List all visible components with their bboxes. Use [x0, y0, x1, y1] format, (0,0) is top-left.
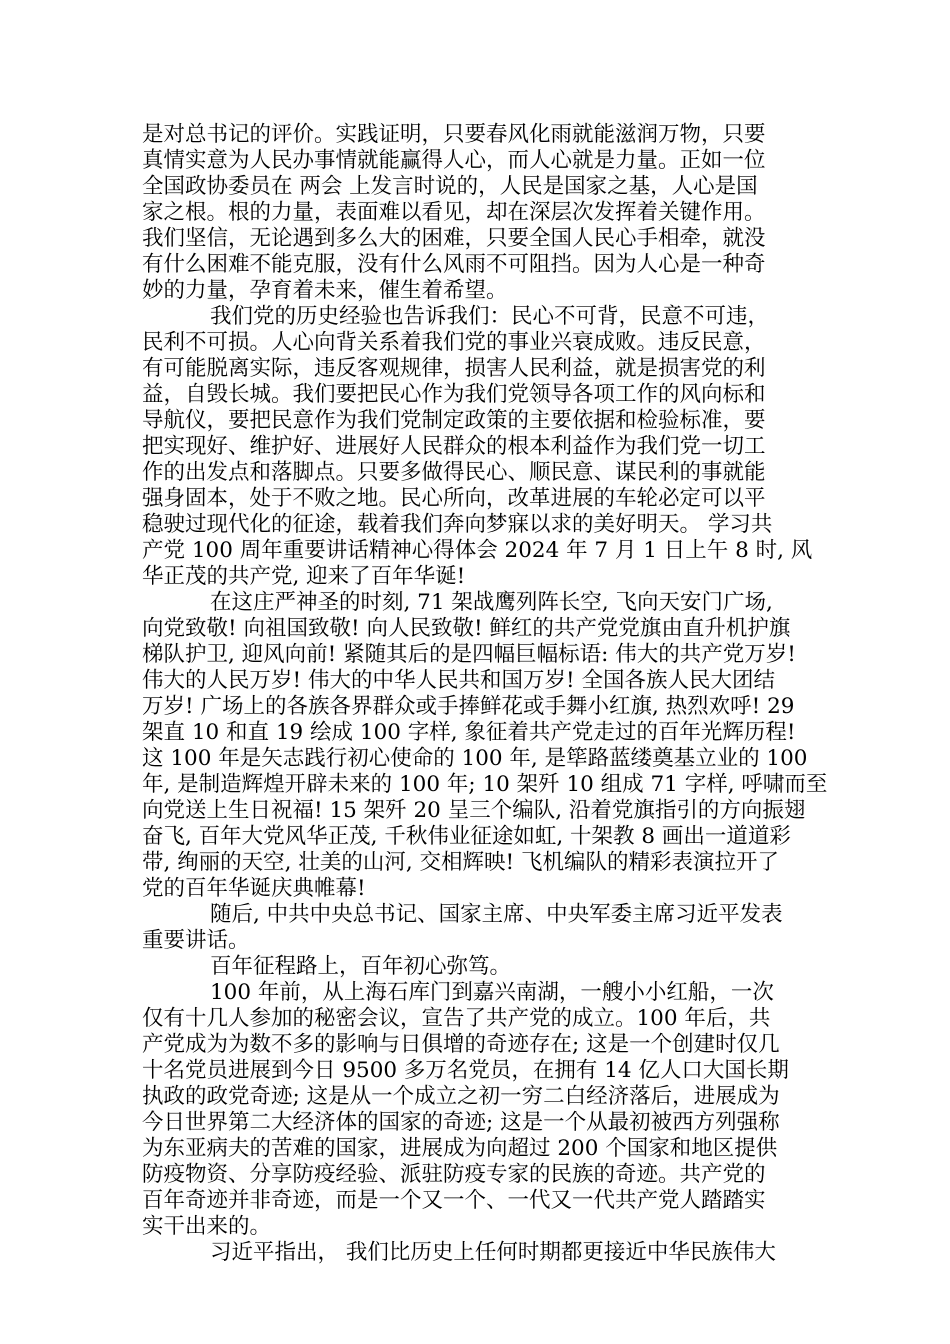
- text-line: 是对总书记的评价。实践证明，只要春风化雨就能滋润万物，只要: [142, 122, 766, 147]
- paragraph-p7: [142, 1240, 812, 1266]
- text-line: 民利不可损。人心向背关系着我们党的事业兴衰成败。违反民意，: [142, 330, 766, 355]
- text-line: 执政的政党奇迹; 这是从一个成立之初一穷二白经济落后，进展成为: [142, 1084, 780, 1109]
- paragraph-p1: [142, 122, 812, 304]
- text-line: 真情实意为人民办事情就能赢得人心，而人心就是力量。正如一位: [142, 148, 766, 173]
- text-line: 我们坚信，无论遇到多么大的困难，只要全国人民心手相牵，就没: [142, 226, 766, 251]
- text-line: 百年征程路上，百年初心弥笃。: [210, 954, 512, 979]
- text-line: 向党致敬! 向祖国致敬! 向人民致敬! 鲜红的共产党党旗由直升机护旗: [142, 616, 791, 641]
- text-line: 有可能脱离实际，违反客观规律，损害人民利益，就是损害党的利: [142, 356, 766, 381]
- paragraph-p3: [142, 590, 828, 902]
- text-line: 万岁! 广场上的各族各界群众或手捧鲜花或手舞小红旗, 热烈欢呼! 29: [142, 694, 795, 719]
- text-line: 100 年前，从上海石库门到嘉兴南湖，一艘小小红船，一次: [210, 980, 774, 1005]
- text-line: 在这庄严神圣的时刻, 71 架战鹰列阵长空, 飞向天安门广场,: [210, 590, 773, 615]
- text-line: 家之根。根的力量，表面难以看见，却在深层次发挥着关键作用。: [142, 200, 766, 225]
- text-line: 我们党的历史经验也告诉我们：民心不可背，民意不可违，: [210, 304, 770, 329]
- paragraph-p5: [142, 954, 812, 980]
- text-line: 梯队护卫, 迎风向前! 紧随其后的是四幅巨幅标语: 伟大的共产党万岁!: [142, 642, 796, 667]
- text-line: 向党送上生日祝福! 15 架歼 20 呈三个编队, 沿着党旗指引的方向振翅: [142, 798, 806, 823]
- text-line: 产党 100 周年重要讲话精神心得体会 2024 年 7 月 1 日上午 8 时, 风: [142, 538, 813, 563]
- text-line: 导航仪，要把民意作为我们党制定政策的主要依据和检验标准，要: [142, 408, 766, 433]
- text-line: 稳驶过现代化的征途，载着我们奔向梦寐以求的美好明天。 学习共: [142, 512, 773, 537]
- text-line: 习近平指出， 我们比历史上任何时期都更接近中华民族伟大: [210, 1240, 776, 1265]
- text-line: 伟大的人民万岁! 伟大的中华人民共和国万岁! 全国各族人民大团结: [142, 668, 775, 693]
- text-line: 今日世界第二大经济体的国家的奇迹; 这是一个从最初被西方列强称: [142, 1110, 780, 1135]
- document-page: [142, 122, 828, 1266]
- text-line: 防疫物资、分享防疫经验、派驻防疫专家的民族的奇迹。共产党的: [142, 1162, 766, 1187]
- text-line: 益，自毁长城。我们要把民心作为我们党领导各项工作的风向标和: [142, 382, 766, 407]
- paragraph-p6: [142, 980, 812, 1240]
- text-line: 党的百年华诞庆典帷幕!: [142, 876, 366, 901]
- paragraph-p2: [142, 304, 812, 590]
- text-line: 重要讲话。: [142, 928, 250, 953]
- text-line: 奋飞, 百年大党风华正茂, 千秋伟业征途如虹, 十架教 8 画出一道道彩: [142, 824, 791, 849]
- text-line: 随后, 中共中央总书记、国家主席、中央军委主席习近平发表: [210, 902, 783, 927]
- text-line: 妙的力量，孕育着未来，催生着希望。: [142, 278, 508, 303]
- text-line: 十名党员进展到今日 9500 多万名党员，在拥有 14 亿人口大国长期: [142, 1058, 789, 1083]
- paragraph-p4: [142, 902, 812, 954]
- text-line: 仅有十几人参加的秘密会议，宣告了共产党的成立。100 年后，共: [142, 1006, 771, 1031]
- text-line: 华正茂的共产党, 迎来了百年华诞!: [142, 564, 466, 589]
- text-line: 全国政协委员在 两会 上发言时说的，人民是国家之基，人心是国: [142, 174, 758, 199]
- text-line: 强身固本，处于不败之地。民心所向，改革进展的车轮必定可以平: [142, 486, 766, 511]
- text-line: 产党成为为数不多的影响与日俱增的奇迹存在; 这是一个创建时仅几: [142, 1032, 780, 1057]
- text-line: 为东亚病夫的苦难的国家，进展成为向超过 200 个国家和地区提供: [142, 1136, 778, 1161]
- text-line: 实干出来的。: [142, 1214, 272, 1239]
- text-line: 百年奇迹并非奇迹，而是一个又一个、一代又一代共产党人踏踏实: [142, 1188, 766, 1213]
- text-line: 年, 是制造辉煌开辟未来的 100 年; 10 架歼 10 组成 71 字样, 呼啸而至: [142, 772, 828, 797]
- text-line: 把实现好、维护好、进展好人民群众的根本利益作为我们党一切工: [142, 434, 766, 459]
- text-line: 作的出发点和落脚点。只要多做得民心、顺民意、谋民利的事就能: [142, 460, 766, 485]
- text-line: 架直 10 和直 19 绘成 100 字样, 象征着共产党走过的百年光辉历程!: [142, 720, 796, 745]
- text-line: 带, 绚丽的天空, 壮美的山河, 交相辉映! 飞机编队的精彩表演拉开了: [142, 850, 779, 875]
- text-line: 有什么困难不能克服，没有什么风雨不可阻挡。因为人心是一种奇: [142, 252, 766, 277]
- text-line: 这 100 年是矢志践行初心使命的 100 年, 是筚路蓝缕奠基立业的 100: [142, 746, 808, 771]
